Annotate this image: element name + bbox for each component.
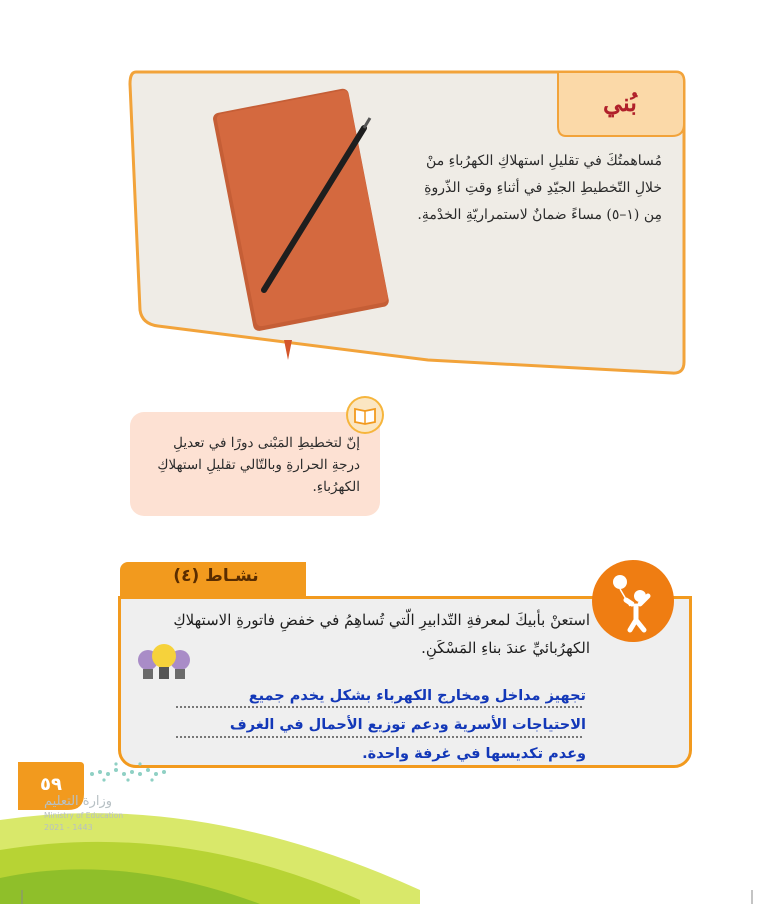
activity-title: نشـاط (٤) — [173, 566, 259, 586]
child-balloon-icon — [592, 560, 674, 642]
ministry-logo-icon — [86, 760, 172, 784]
prompt-line: الكهرُبائيِّ عندَ بناءِ المَسْكَنِ. — [421, 639, 590, 657]
answer-dotline — [176, 736, 582, 738]
book-icon — [346, 396, 384, 434]
answer-line: وعدم تكديسها في غرفة واحدة. — [362, 746, 586, 762]
card-title: بُني — [603, 88, 637, 117]
info-line: إنّ لتخطيطِ المَبْنى دورًا في تعديلِ — [173, 435, 360, 451]
info-line: الكهرُباءِ. — [312, 479, 360, 495]
prompt-line: استعنْ بأبيكَ لمعرفةِ التّدابيرِ الّتي تُساهِمُ في خفضِ فاتورةِ الاستهلاكِ — [173, 611, 590, 629]
answer-dotline — [176, 706, 582, 708]
card-line: خلالِ التّخطيطِ الجيّدِ في أثناءِ وقتِ الذّروةِ — [424, 180, 662, 196]
ministry-name-en: Ministry of Education — [44, 811, 124, 820]
activity-prompt — [130, 606, 590, 662]
info-line: درجةِ الحرارةِ وبالتّالي تقليلِ استهلاكِ — [157, 457, 360, 473]
card-line: مِن (١–٥) مساءً ضمانٌ لاستمراريّةِ الخدْمةِ. — [417, 207, 662, 223]
lightbulbs-icon — [132, 640, 196, 690]
page-number: ٥٩ — [40, 774, 62, 795]
ministry-year: 2021 - 1443 — [44, 823, 93, 832]
answer-line: الاحتياجات الأسرية ودعم توزيع الأحمال في الغرف — [229, 717, 586, 733]
answer-line: تجهيز مداخل ومخارج الكهرباء بشكل يخدم جميع — [248, 688, 586, 704]
ministry-name-ar: وزارة التعليم — [44, 794, 113, 809]
card-body — [380, 148, 662, 229]
card-line: مُساهمتُكَ في تقليلِ استهلاكِ الكهرُباءِ منْ — [426, 153, 662, 169]
info-text — [140, 432, 360, 498]
